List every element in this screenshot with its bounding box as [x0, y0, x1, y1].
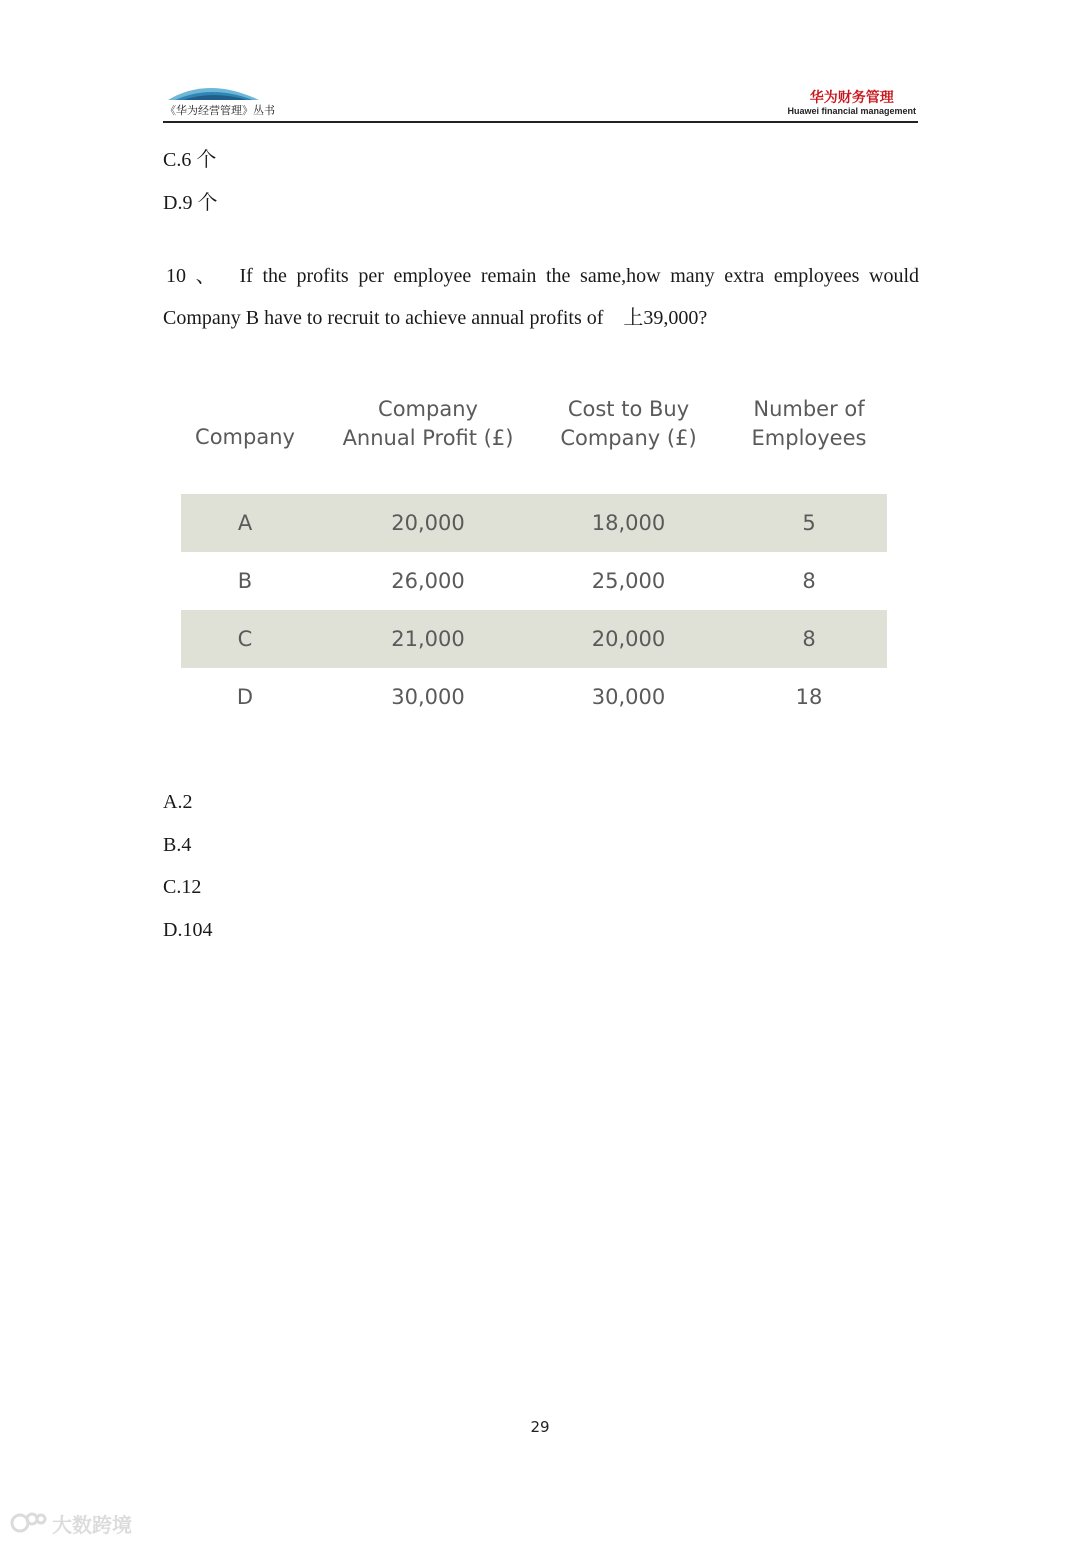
currency-glyph: 上	[623, 307, 644, 329]
table-row	[181, 494, 887, 552]
cell-cost: 30,000	[591, 685, 666, 709]
cell-profit: 30,000	[391, 685, 465, 709]
brand-logo	[787, 90, 916, 117]
answer-option-a: A.2	[163, 791, 193, 813]
cell-cost: 18,000	[591, 511, 666, 535]
watermark-text: 大数跨境	[52, 1512, 132, 1537]
brand-name-en: Huawei financial management	[787, 106, 916, 116]
cell-profit: 26,000	[391, 569, 465, 593]
brand-name-cn: 华为财务管理	[809, 90, 894, 106]
header-cost-to-buy	[536, 395, 721, 453]
cell-employees: 8	[802, 627, 816, 651]
question-line1: If the profits per employee remain the same,how many extra employees would	[239, 265, 920, 287]
mountain-logo-icon	[163, 78, 273, 102]
question-line2: Company B have to recruit to achieve annual profits of	[163, 307, 604, 329]
header-annual-profit-line2: Annual Profit (£)	[342, 426, 514, 450]
cell-company: B	[237, 569, 253, 593]
cell-employees: 18	[795, 685, 823, 709]
header-employees-line2: Employees	[751, 426, 867, 450]
cell-employees: 5	[802, 511, 816, 535]
header-employees	[726, 395, 892, 453]
cell-company: A	[237, 511, 253, 535]
prev-option-d: D.9 个	[163, 192, 218, 214]
answer-option-d: D.104	[163, 919, 213, 941]
cell-profit: 21,000	[391, 627, 465, 651]
page-header	[163, 78, 918, 124]
company-data-table	[181, 392, 887, 726]
header-employees-line1: Number of	[753, 397, 865, 421]
watermark	[10, 1508, 132, 1538]
answer-option-b: B.4	[163, 834, 192, 856]
header-cost-to-buy-line2: Company (£)	[560, 426, 697, 450]
prev-option-c: C.6 个	[163, 149, 217, 171]
header-cost-to-buy-line1: Cost to Buy	[567, 397, 690, 421]
table-row	[181, 668, 887, 726]
question-number: 10 、	[166, 265, 221, 287]
question-text-line1	[163, 259, 919, 288]
question-text-line2	[163, 301, 707, 330]
page-number: 29	[530, 1418, 550, 1436]
header-annual-profit	[331, 395, 525, 453]
cell-profit: 20,000	[391, 511, 465, 535]
watermark-logo-icon	[10, 1510, 48, 1536]
table-header	[181, 392, 887, 494]
table-row	[181, 610, 887, 668]
cell-employees: 8	[802, 569, 816, 593]
question-amount: 39,000?	[643, 307, 708, 329]
header-company: Company	[195, 425, 295, 449]
cell-company: D	[236, 685, 254, 709]
table-row	[181, 552, 887, 610]
header-divider	[163, 121, 918, 123]
answer-option-c: C.12	[163, 876, 202, 898]
header-annual-profit-line1: Company	[378, 397, 478, 421]
cell-cost: 25,000	[591, 569, 666, 593]
cell-cost: 20,000	[591, 627, 666, 651]
cell-company: C	[237, 627, 253, 651]
series-title: 《华为经营管理》丛书	[165, 104, 275, 117]
